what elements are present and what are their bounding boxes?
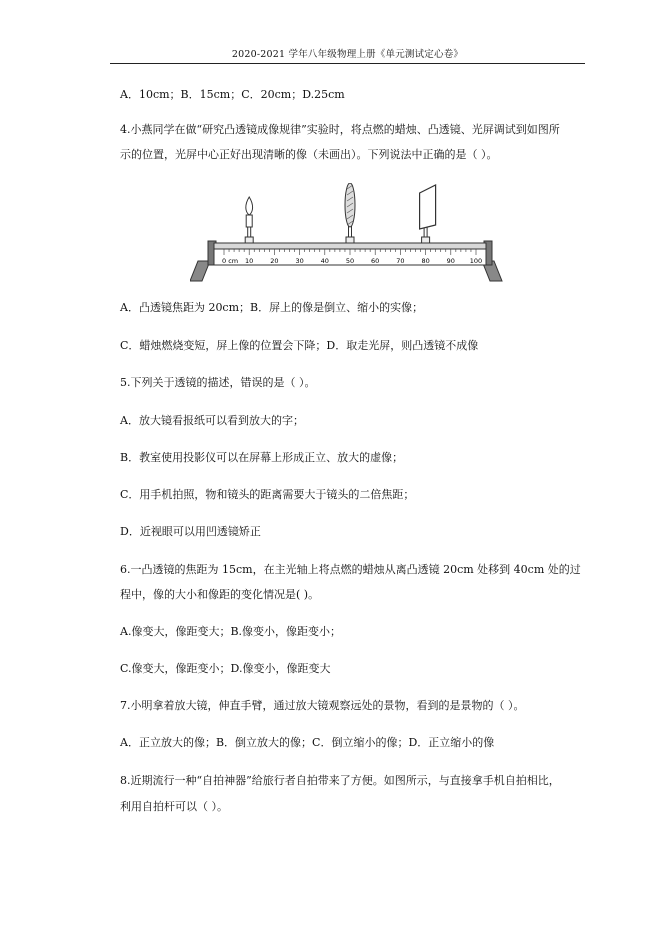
candle-holder: [245, 237, 253, 243]
ruler-tick-label: 40: [320, 257, 329, 265]
q6-options-cd: C.像变大，像距变小；D.像变小，像距变大: [120, 662, 331, 675]
q5-option-c: C．用手机拍照，物和镜头的距离需要大于镜头的二倍焦距；: [120, 488, 415, 501]
q8-stem-line1: 8.近期流行一种“自拍神器”给旅行者自拍带来了方便。如图所示，与直接拿手机自拍相比，: [120, 774, 560, 787]
ruler-tick-label: 20: [270, 257, 279, 265]
bench-rail: [214, 243, 486, 249]
lens-holder: [346, 237, 354, 243]
page-header: 2020-2021 学年八年级物理上册《单元测试定心卷》: [231, 49, 464, 60]
ruler-tick-label: 50: [345, 257, 355, 265]
candle: [245, 197, 253, 243]
q5-option-b: B．教室使用投影仪可以在屏幕上形成正立、放大的虚像；: [120, 451, 404, 464]
q6-options-ab: A.像变大，像距变大；B.像变小，像距变小；: [120, 625, 342, 638]
candle-stem: [248, 227, 251, 237]
q7-stem: 7.小明拿着放大镜，伸直手臂，通过放大镜观察远处的景物，看到的是景物的（ ）。: [120, 699, 525, 712]
ruler-tick-label: 0 cm: [222, 257, 239, 265]
ruler-tick-label: 80: [421, 257, 430, 265]
screen-holder: [422, 237, 430, 243]
q4-stem-line2: 示的位置，光屏中心正好出现清晰的像（未画出）。下列说法中正确的是（ ）。: [120, 148, 498, 161]
q4-stem-line1: 4.小燕同学在做“研究凸透镜成像规律”实验时，将点燃的蜡烛、凸透镜、光屏调试到如图所: [120, 123, 560, 136]
ruler-tick-label: 60: [371, 257, 380, 265]
left-leg: [190, 261, 210, 281]
q5-option-a: A．放大镜看报纸可以看到放大的字；: [120, 414, 304, 427]
light-screen: [420, 185, 436, 243]
convex-lens: [345, 183, 355, 243]
q8-stem-line2: 利用自拍杆可以（ ）。: [120, 800, 228, 813]
q4-options-ab: A．凸透镜焦距为 20cm；B．屏上的像是倒立、缩小的实像；: [120, 301, 424, 314]
ruler-tick-label: 10: [245, 257, 254, 265]
header-rule: [110, 63, 585, 64]
q7-options: A．正立放大的像；B．倒立放大的像；C．倒立缩小的像；D．正立缩小的像: [120, 736, 495, 749]
ruler-tick-label: 100: [469, 257, 483, 265]
optical-bench-diagram: [190, 183, 520, 288]
q6-stem-line1: 6.一凸透镜的焦距为 15cm，在主光轴上将点燃的蜡烛从离凸透镜 20cm 处移到 40cm 处的过: [120, 563, 581, 576]
q6-stem-line2: 程中，像的大小和像距的变化情况是( )。: [120, 588, 320, 601]
q5-option-d: D．近视眼可以用凹透镜矫正: [120, 525, 261, 538]
screen-stem: [424, 227, 427, 237]
screen-panel: [420, 185, 436, 229]
candle-flame: [246, 197, 253, 215]
q4-options-cd: C．蜡烛燃烧变短，屏上像的位置会下降；D．取走光屏，则凸透镜不成像: [120, 339, 479, 352]
q3-options: A．10cm；B．15cm；C．20cm；D.25cm: [120, 88, 345, 101]
ruler-tick-label: 70: [396, 257, 405, 265]
ruler-tick-label: 30: [295, 257, 304, 265]
q5-stem: 5.下列关于透镜的描述，错误的是（ ）。: [120, 376, 316, 389]
candle-body: [246, 215, 252, 227]
ruler-tick-label: 90: [446, 257, 455, 265]
